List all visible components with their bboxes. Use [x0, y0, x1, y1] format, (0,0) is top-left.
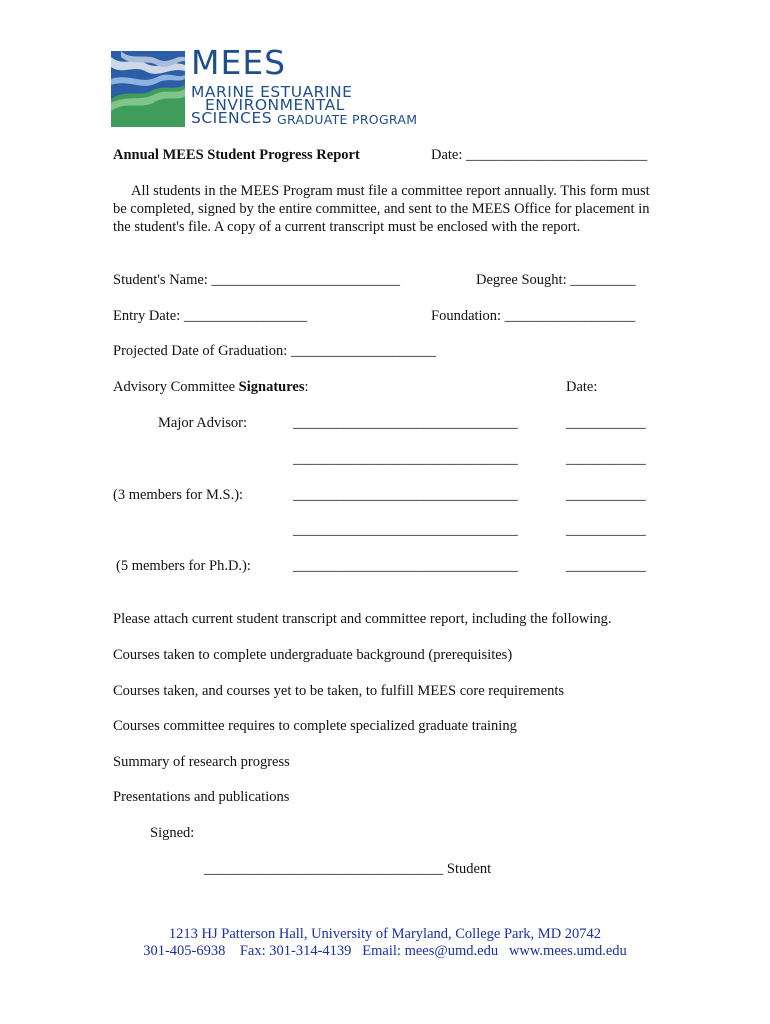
date-line-5[interactable]: ___________ [566, 558, 646, 574]
date-line-4[interactable]: ___________ [566, 522, 646, 538]
attachment-item: Courses committee requires to complete specialized graduate training [113, 718, 517, 734]
committee-label-bold: Signatures [238, 379, 305, 395]
attachment-item: Courses taken, and courses yet to be taken, to fulfill MEES core requirements [113, 683, 564, 699]
signed-label: Signed: [150, 825, 195, 841]
attachment-item: Presentations and publications [113, 789, 290, 805]
committee-label [113, 379, 309, 396]
logo-mees-text: MEES [191, 43, 287, 82]
attachment-item: Summary of research progress [113, 754, 290, 770]
signature-line-1[interactable]: _______________________________ [293, 415, 518, 431]
date-line-2[interactable]: ___________ [566, 451, 646, 467]
committee-label-prefix: Advisory Committee [113, 379, 239, 395]
committee-date-header: Date: [566, 379, 598, 395]
report-date-field[interactable]: Date: _________________________ [431, 147, 648, 163]
mees-logo [111, 43, 421, 129]
intro-text: All students in the MEES Program must file a committee report annually. This form must be completed, signed by the entire committee, and sent to the MEES Office for placement in the student's file. A copy of a current transcript must be enclosed with the report. [113, 183, 650, 235]
signature-line-4[interactable]: _______________________________ [293, 522, 518, 538]
logo-line-3b: GRADUATE PROGRAM [277, 112, 418, 127]
phd-members-label: (5 members for Ph.D.): [116, 558, 251, 574]
student-name-field[interactable]: Student's Name: __________________________ [113, 272, 400, 288]
footer-address: 1213 HJ Patterson Hall, University of Maryland, College Park, MD 20742 [168, 926, 602, 942]
signature-line-2[interactable]: _______________________________ [293, 451, 518, 467]
date-line-1[interactable]: ___________ [566, 415, 646, 431]
major-advisor-label: Major Advisor: [158, 415, 248, 431]
attachment-item: Courses taken to complete undergraduate background (prerequisites) [113, 647, 513, 663]
signature-line-3[interactable]: _______________________________ [293, 487, 518, 503]
projected-graduation-field[interactable]: Projected Date of Graduation: ____________________ [113, 343, 436, 359]
ms-members-label: (3 members for M.S.): [113, 487, 244, 503]
footer-contact: 301-405-6938 Fax: 301-314-4139 Email: mees@umd.edu www.mees.umd.edu [143, 943, 627, 959]
attachment-instruction: Please attach current student transcript and committee report, including the following. [113, 611, 612, 627]
date-line-3[interactable]: ___________ [566, 487, 646, 503]
student-signature-line[interactable]: _________________________________ Student [204, 861, 492, 877]
logo-line-3: SCIENCES [191, 109, 273, 127]
logo-line-1: MARINE ESTUARINE [191, 83, 353, 101]
logo-line-2: ENVIRONMENTAL [205, 96, 345, 114]
foundation-field[interactable]: Foundation: __________________ [431, 308, 636, 324]
intro-paragraph [113, 182, 658, 236]
report-title: Annual MEES Student Progress Report [113, 147, 360, 163]
committee-label-suffix: : [304, 379, 309, 395]
degree-sought-field[interactable]: Degree Sought: _________ [476, 272, 636, 288]
entry-date-field[interactable]: Entry Date: _________________ [113, 308, 308, 324]
signature-line-5[interactable]: _______________________________ [293, 558, 518, 574]
estuary-wave-icon [111, 51, 185, 127]
